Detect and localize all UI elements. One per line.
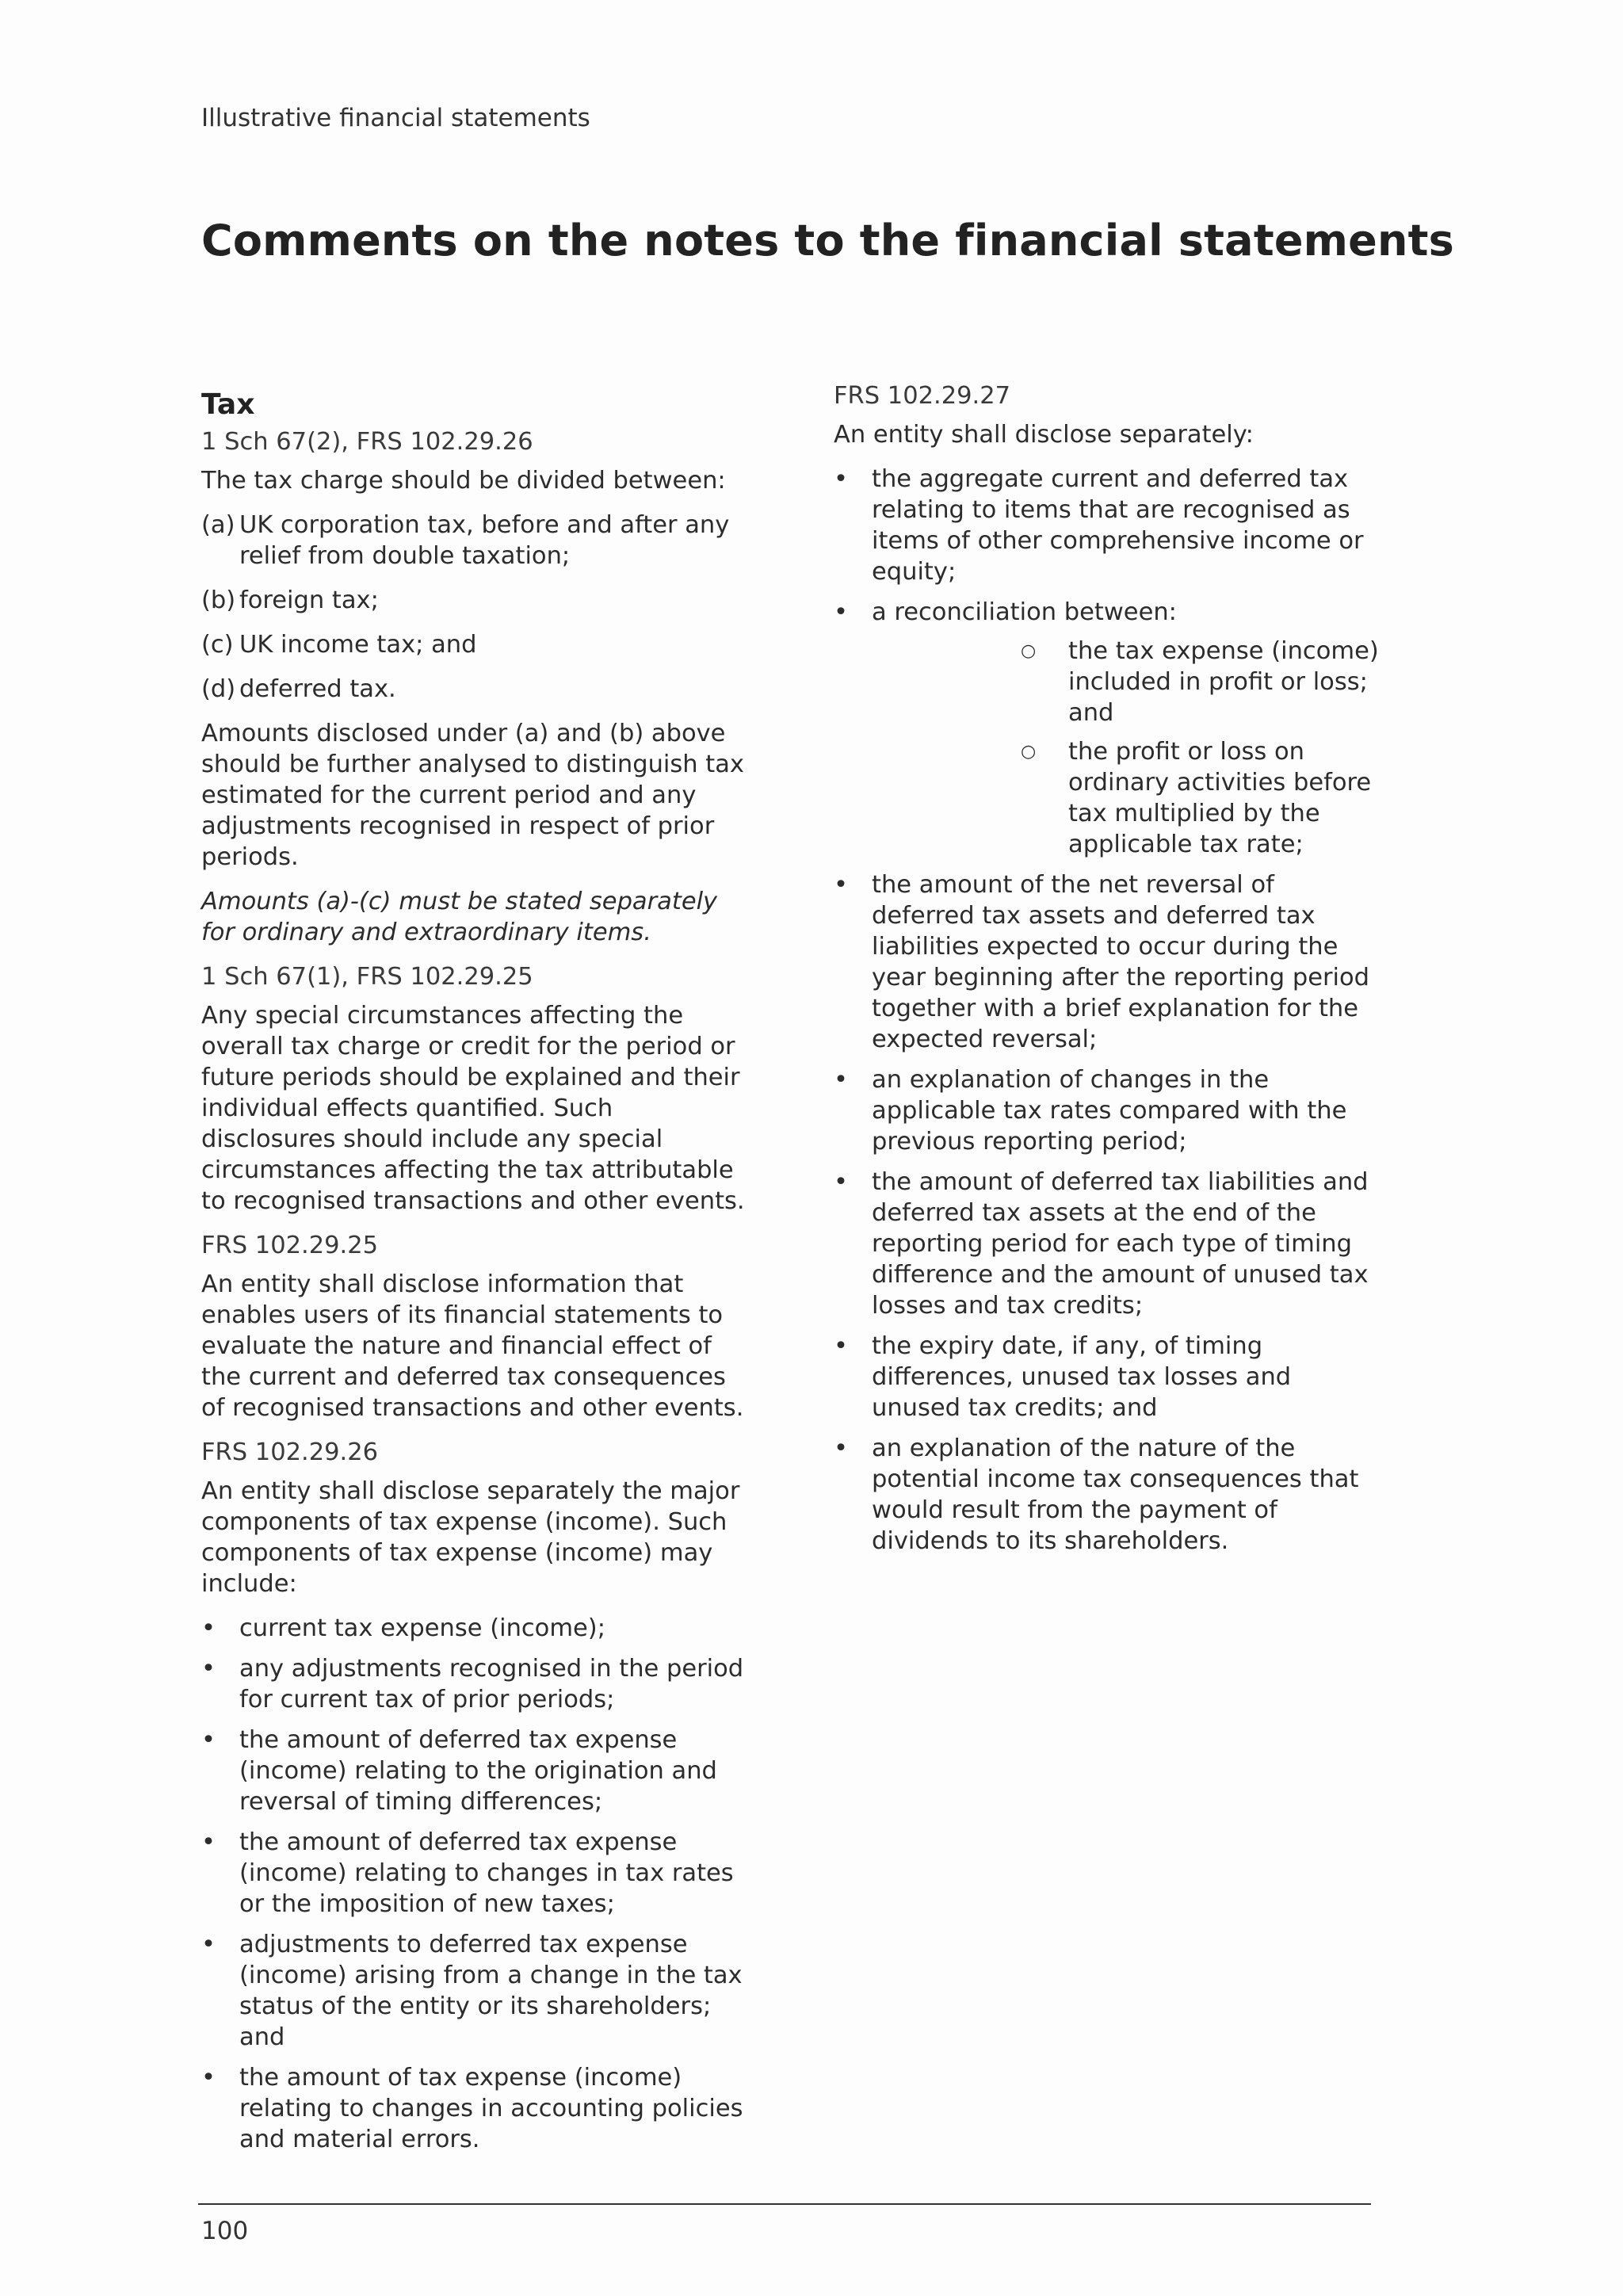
list-item: • current tax expense (income); bbox=[201, 1613, 748, 1644]
left-column bbox=[201, 380, 748, 2164]
list-item-text: deferred tax. bbox=[239, 675, 396, 703]
list-item: • the expiry date, if any, of timing differences, unused tax losses and unused tax credits; and bbox=[834, 1331, 1381, 1423]
sub-list-item: ○ the profit or loss on ordinary activities before tax multiplied by the applicable tax rate; bbox=[872, 736, 1381, 860]
list-item bbox=[201, 585, 748, 616]
list-item: • the amount of deferred tax liabilities and deferred tax assets at the end of the reporting period for each type of timing difference and the amount of unused tax losses and tax credits; bbox=[834, 1167, 1381, 1321]
right-column bbox=[834, 380, 1381, 1566]
list-marker: (b) bbox=[201, 586, 236, 614]
paragraph: An entity shall disclose separately: bbox=[834, 421, 1254, 449]
lettered-list bbox=[201, 510, 748, 705]
list-item: • the aggregate current and deferred tax relating to items that are recognised as items of other comprehensive income or equity; bbox=[834, 464, 1381, 587]
page-number: 100 bbox=[201, 2217, 249, 2245]
reference-label: FRS 102.29.26 bbox=[201, 1438, 379, 1466]
list-item bbox=[201, 674, 748, 705]
list-item bbox=[201, 629, 748, 660]
sub-bullet-list bbox=[872, 636, 1381, 860]
list-marker: (c) bbox=[201, 631, 234, 659]
list-item-reconciliation bbox=[834, 597, 1381, 860]
list-item-text: UK corporation tax, before and after any relief from double taxation; bbox=[239, 511, 730, 570]
reference-label: FRS 102.29.25 bbox=[201, 1232, 379, 1259]
list-item: • an explanation of changes in the applicable tax rates compared with the previous reporting period; bbox=[834, 1064, 1381, 1157]
italic-note: Amounts (a)-(c) must be stated separately for ordinary and extraordinary items. bbox=[201, 888, 718, 946]
list-marker: (a) bbox=[201, 511, 235, 539]
page-title: Comments on the notes to the financial statements bbox=[201, 216, 1454, 266]
reference-label: FRS 102.29.27 bbox=[834, 382, 1011, 410]
sub-list-item: ○ the tax expense (income) included in profit or loss; and bbox=[872, 636, 1381, 728]
running-header: Illustrative financial statements bbox=[201, 104, 590, 132]
paragraph: An entity shall disclose information that enables users of its financial statements to evaluate the nature and financial effect of the current and deferred tax consequences of recognised transactions and other events. bbox=[201, 1270, 744, 1422]
paragraph: The tax charge should be divided between: bbox=[201, 467, 726, 495]
paragraph: Any special circumstances affecting the overall tax charge or credit for the period or future periods should be explained and their individual effects quantified. Such disclosures should include any special circumstances affecting the tax attributable to recognised transactions and other events. bbox=[201, 1002, 745, 1215]
footer-divider bbox=[198, 2203, 1371, 2205]
list-item: • the amount of deferred tax expense (income) relating to changes in tax rates or the imposition of new taxes; bbox=[201, 1827, 748, 1920]
list-item bbox=[201, 510, 748, 571]
list-item: • any adjustments recognised in the period for current tax of prior periods; bbox=[201, 1653, 748, 1715]
list-item-text: foreign tax; bbox=[239, 586, 379, 614]
paragraph: Amounts disclosed under (a) and (b) above should be further analysed to distinguish tax estimated for the current period and any adjustments recognised in respect of prior periods. bbox=[201, 720, 744, 871]
list-item-text: a reconciliation between: bbox=[872, 598, 1177, 626]
bullet-list bbox=[834, 464, 1381, 1557]
paragraph: An entity shall disclose separately the major components of tax expense (income). Such components of tax expense (income) may include: bbox=[201, 1477, 740, 1598]
list-item-text: UK income tax; and bbox=[239, 631, 477, 659]
list-item: • the amount of tax expense (income) relating to changes in accounting policies and material errors. bbox=[201, 2062, 748, 2155]
list-item: • the amount of the net reversal of deferred tax assets and deferred tax liabilities expected to occur during the year beginning after the reporting period together with a brief explanation for the expected reversal; bbox=[834, 869, 1381, 1055]
list-item: • the amount of deferred tax expense (income) relating to the origination and reversal of timing differences; bbox=[201, 1725, 748, 1817]
list-item: • adjustments to deferred tax expense (income) arising from a change in the tax status of the entity or its shareholders; and bbox=[201, 1929, 748, 2053]
list-item: • an explanation of the nature of the potential income tax consequences that would result from the payment of dividends to its shareholders. bbox=[834, 1433, 1381, 1557]
bullet-list bbox=[201, 1613, 748, 2155]
section-heading-tax: Tax bbox=[201, 388, 255, 421]
reference-label: 1 Sch 67(2), FRS 102.29.26 bbox=[201, 428, 533, 456]
reference-label: 1 Sch 67(1), FRS 102.29.25 bbox=[201, 963, 533, 991]
list-marker: (d) bbox=[201, 675, 236, 703]
